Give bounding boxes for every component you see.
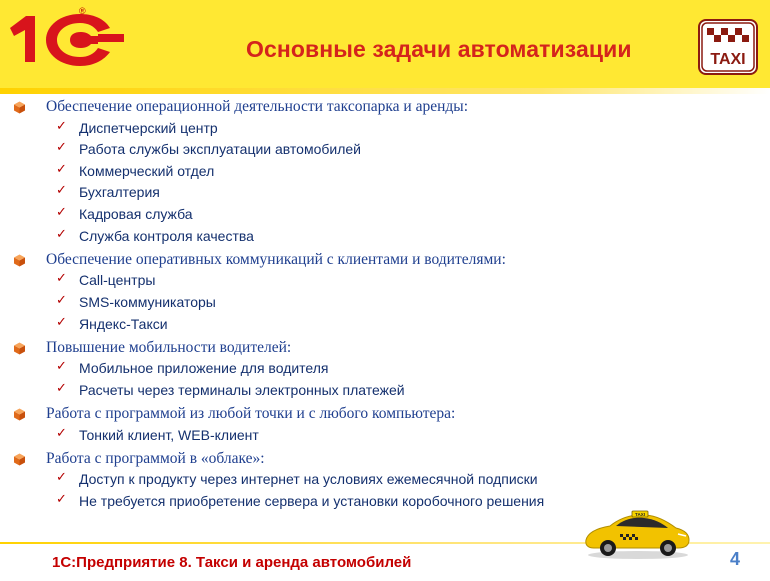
checkmark-icon: ✓ — [56, 183, 67, 199]
checkmark-icon: ✓ — [56, 292, 67, 308]
footer-title: 1С:Предприятие 8. Такси и аренда автомобилей — [52, 554, 412, 571]
header-stripe — [0, 88, 770, 94]
taxi-logo — [698, 19, 758, 75]
checkmark-icon: ✓ — [56, 380, 67, 396]
checkmark-icon: ✓ — [56, 226, 67, 242]
list-item-label: Тонкий клиент, WEB-клиент — [79, 426, 259, 443]
checkmark-icon: ✓ — [56, 161, 67, 177]
list-item-label: Коммерческий отдел — [79, 162, 215, 179]
list-item-label: SMS-коммуникаторы — [79, 293, 216, 310]
list-item-label: Яндекс-Такси — [79, 315, 168, 332]
orange-cube-icon — [13, 342, 26, 355]
checkmark-icon: ✓ — [56, 271, 67, 287]
1c-logo — [6, 6, 126, 72]
list-item-label: Call-центры — [79, 272, 156, 289]
list-item-label: Не требуется приобретение сервера и установки коробочного решения — [79, 492, 545, 509]
checkmark-icon: ✓ — [56, 118, 67, 134]
car-roof-sign: TAXI — [635, 512, 645, 517]
section-title: Обеспечение оперативных коммуникаций с клиентами и водителями: — [46, 250, 506, 268]
checkmark-icon: ✓ — [56, 470, 67, 486]
list-item-label: Доступ к продукту через интернет на условиях ежемесячной подписки — [79, 471, 538, 488]
list-item-label: Расчеты через терминалы электронных платежей — [79, 381, 405, 398]
list-item-label: Работа службы эксплуатации автомобилей — [79, 141, 361, 158]
orange-cube-icon — [13, 101, 26, 114]
taxi-car-image — [580, 506, 692, 560]
checkmark-icon: ✓ — [56, 491, 67, 507]
checkmark-icon: ✓ — [56, 140, 67, 156]
registered-mark: ® — [79, 6, 86, 16]
list-item-label: Кадровая служба — [79, 206, 193, 222]
page-title: Основные задачи автоматизации — [246, 36, 632, 62]
checkmark-icon: ✓ — [56, 205, 67, 220]
checkmark-icon: ✓ — [56, 359, 67, 375]
orange-cube-icon — [13, 408, 26, 421]
list-item-label: Мобильное приложение для водителя — [79, 360, 329, 377]
page-number: 4 — [730, 549, 741, 569]
section-title: Работа с программой в «облаке»: — [46, 449, 265, 467]
list-item-label: Диспетчерский центр — [79, 119, 218, 136]
orange-cube-icon — [13, 254, 26, 267]
checkmark-icon: ✓ — [56, 314, 67, 330]
section-title: Обеспечение операционной деятельности таксопарка и аренды: — [46, 98, 469, 115]
taxi-logo-text: TAXI — [710, 51, 746, 68]
list-item-label: Служба контроля качества — [79, 227, 254, 244]
section-title: Повышение мобильности водителей: — [46, 338, 292, 356]
section-title: Работа с программой из любой точки и с любого компьютера: — [46, 404, 456, 422]
header-band — [0, 0, 770, 88]
orange-cube-icon — [13, 453, 26, 466]
list-item-label: Бухгалтерия — [79, 184, 160, 201]
checkmark-icon: ✓ — [56, 425, 67, 441]
